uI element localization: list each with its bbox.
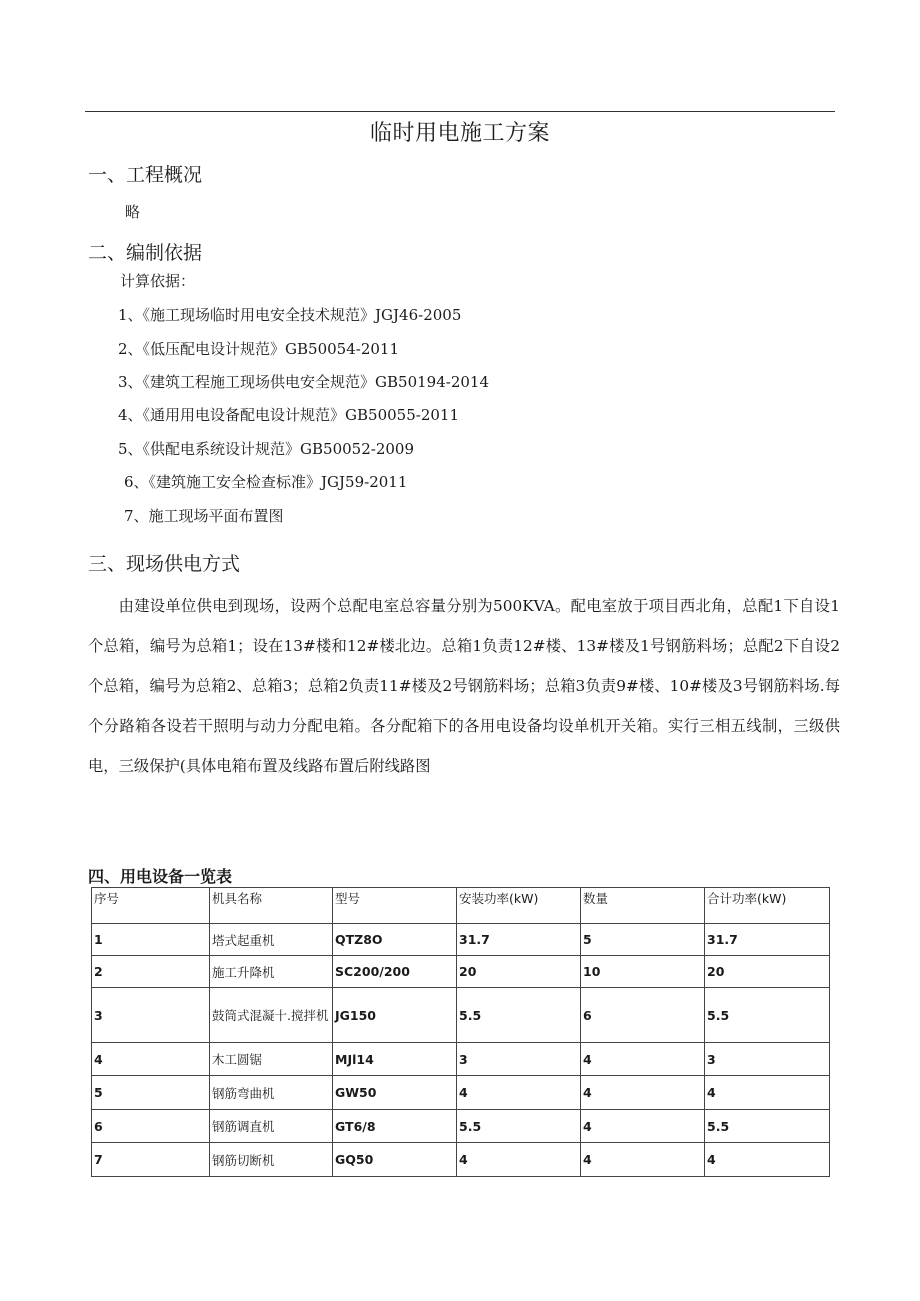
table-row bbox=[92, 956, 830, 988]
reference-item-2: 2、《低压配电设计规范》GB50054-2011 bbox=[118, 340, 400, 358]
section3-heading: 三、现场供电方式 bbox=[88, 553, 241, 575]
cell-no: 1 bbox=[92, 924, 210, 956]
section2-intro: 计算依据： bbox=[120, 272, 196, 290]
section4-heading: 四、用电设备一览表 bbox=[88, 867, 233, 886]
column-header: 合计功率(kW) bbox=[705, 888, 830, 924]
cell-name: 钢筋调直机 bbox=[210, 1110, 333, 1143]
cell-name: 施工升降机 bbox=[210, 956, 333, 988]
cell-power: 20 bbox=[457, 956, 581, 988]
table-row bbox=[92, 924, 830, 956]
cell-power: 4 bbox=[457, 1143, 581, 1177]
reference-item-6: 6、《建筑施工安全检查标准》JGJ59-2011 bbox=[124, 473, 408, 491]
cell-model: GT6/8 bbox=[333, 1110, 457, 1143]
table-row bbox=[92, 988, 830, 1043]
cell-no: 2 bbox=[92, 956, 210, 988]
cell-power: 5.5 bbox=[457, 988, 581, 1043]
cell-model: SC200/200 bbox=[333, 956, 457, 988]
section1-body: 略 bbox=[125, 203, 141, 221]
cell-no: 4 bbox=[92, 1043, 210, 1076]
cell-model: GW50 bbox=[333, 1076, 457, 1110]
reference-item-3: 3、《建筑工程施工现场供电安全规范》GB50194-2014 bbox=[118, 373, 490, 391]
cell-qty: 4 bbox=[581, 1143, 705, 1177]
reference-item-5: 5、《供配电系统设计规范》GB50052-2009 bbox=[118, 440, 415, 458]
section2-heading: 二、编制依据 bbox=[88, 242, 203, 264]
cell-power: 4 bbox=[457, 1076, 581, 1110]
cell-total: 3 bbox=[705, 1043, 830, 1076]
cell-model: MJl14 bbox=[333, 1043, 457, 1076]
cell-model: JG150 bbox=[333, 988, 457, 1043]
table-row bbox=[92, 1110, 830, 1143]
cell-power: 5.5 bbox=[457, 1110, 581, 1143]
table-row bbox=[92, 1143, 830, 1177]
section1-heading: 一、工程概况 bbox=[88, 164, 203, 186]
cell-qty: 4 bbox=[581, 1076, 705, 1110]
cell-model: GQ50 bbox=[333, 1143, 457, 1177]
cell-total: 4 bbox=[705, 1076, 830, 1110]
section3-paragraph: 由建设单位供电到现场，设两个总配电室总容量分别为500KVA。配电室放于项目西北角，总配1下自设1个总箱，编号为总箱1；设在13#楼和12#楼北边。总箱1负责12#楼、13#楼及1号钢筋料场；总配2下自设2个总箱，编号为总箱2、总箱3；总箱2负责11#楼及2号钢筋料场；总箱3负责9#楼、10#楼及3号钢筋料场.每个分路箱各设若干照明与动力分配电箱。各分配箱下的各用电设备均设单机开关箱。实行三相五线制，三级供电，三级保护(具体电箱布置及线路布置后附线路图 bbox=[88, 597, 840, 775]
table-header-row bbox=[92, 888, 830, 924]
cell-name: 塔式起重机 bbox=[210, 924, 333, 956]
cell-qty: 10 bbox=[581, 956, 705, 988]
document-title: 临时用电施工方案 bbox=[369, 121, 550, 146]
reference-item-7: 7、施工现场平面布置图 bbox=[124, 507, 284, 525]
cell-name: 木工圆锯 bbox=[210, 1043, 333, 1076]
cell-power: 3 bbox=[457, 1043, 581, 1076]
cell-model: QTZ8O bbox=[333, 924, 457, 956]
cell-total: 31.7 bbox=[705, 924, 830, 956]
reference-item-1: 1、《施工现场临时用电安全技术规范》JGJ46-2005 bbox=[118, 306, 462, 324]
cell-power: 31.7 bbox=[457, 924, 581, 956]
cell-qty: 6 bbox=[581, 988, 705, 1043]
cell-qty: 4 bbox=[581, 1043, 705, 1076]
column-header: 机具名称 bbox=[210, 888, 333, 924]
cell-total: 5.5 bbox=[705, 988, 830, 1043]
cell-no: 6 bbox=[92, 1110, 210, 1143]
cell-qty: 5 bbox=[581, 924, 705, 956]
cell-no: 3 bbox=[92, 988, 210, 1043]
column-header: 安装功率(kW) bbox=[457, 888, 581, 924]
cell-name: 鼓筒式混凝十.搅拌机 bbox=[210, 988, 333, 1043]
reference-item-4: 4、《通用用电设备配电设计规范》GB50055-2011 bbox=[118, 406, 460, 424]
cell-name: 钢筋切断机 bbox=[210, 1143, 333, 1177]
column-header: 数量 bbox=[581, 888, 705, 924]
cell-total: 20 bbox=[705, 956, 830, 988]
equipment-table bbox=[91, 887, 830, 1177]
cell-name: 钢筋弯曲机 bbox=[210, 1076, 333, 1110]
cell-no: 5 bbox=[92, 1076, 210, 1110]
column-header: 型号 bbox=[333, 888, 457, 924]
cell-qty: 4 bbox=[581, 1110, 705, 1143]
column-header: 序号 bbox=[92, 888, 210, 924]
table-row bbox=[92, 1076, 830, 1110]
cell-no: 7 bbox=[92, 1143, 210, 1177]
table-row bbox=[92, 1043, 830, 1076]
cell-total: 4 bbox=[705, 1143, 830, 1177]
cell-total: 5.5 bbox=[705, 1110, 830, 1143]
top-rule bbox=[85, 111, 835, 112]
